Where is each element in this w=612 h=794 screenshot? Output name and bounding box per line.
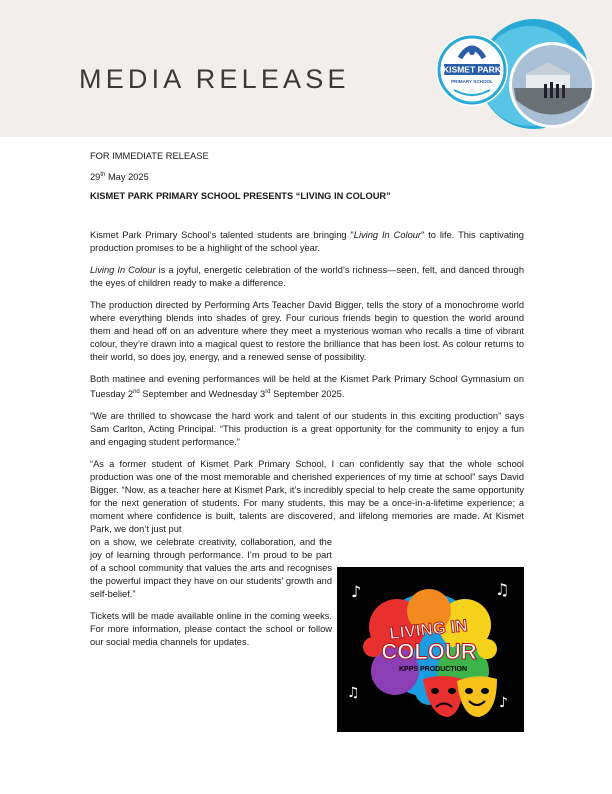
paragraph-director-quote: “As a former student of Kismet Park Primary School, I can confidently say that the whole school production was one of the most memorable and cherished experiences of my time at school” says David Bigger. “Now, as a teacher here at Kismet Park, it’s incredibly special to help create the same opportunity for the next generation of students. For many students, this may be a once-in-a-lifetime experience; a moment where confidence is built, talents are discovered, and lifelong memories are made. At Kismet Park, we don’t just put: [90, 459, 524, 535]
poster-title-line1: LIVING IN: [388, 615, 469, 644]
paragraph-performances: Both matinee and evening performances will be held at the Kismet Park Primary School Gymnasium on Tuesday 2nd September and Wednesday 3rd September 2025.: [90, 374, 524, 400]
svg-text:♫: ♫: [495, 580, 510, 599]
paragraph-tickets: Tickets will be made available online in the coming weeks. For more information, please contact the school or follow our social media channels for updates.: [90, 611, 332, 648]
page-title: MEDIA RELEASE: [79, 64, 350, 94]
release-date: 29th May 2025: [90, 172, 149, 183]
poster-title-line2: COLOUR: [381, 639, 477, 664]
paragraph-director-quote-cont: on a show, we celebrate creativity, collaboration, and the joy of learning through performance. I’m proud to be part of a school community that values the arts and recognises the powerful impact they have on our students’ growth and self-belief.”: [90, 537, 332, 600]
paragraph-description: Living In Colour is a joyful, energetic celebration of the world’s richness—seen, felt, and danced through the eyes of children ready to make a difference.: [90, 265, 524, 289]
production-poster: [337, 567, 524, 732]
header-banner: [0, 0, 612, 137]
logo-subtitle: PRIMARY SCHOOL: [451, 79, 493, 84]
logo-title: KISMET PARK: [443, 64, 501, 75]
release-headline: KISMET PARK PRIMARY SCHOOL PRESENTS “LIVING IN COLOUR”: [90, 191, 391, 202]
poster-graphic: [337, 567, 524, 732]
paragraph-story: The production directed by Performing Arts Teacher David Bigger, tells the story of a monochrome world where everything blends into shades of grey. Four curious friends begin to question the world around them and head off on an adventure where they meet a mysterious woman who recalls a time of vibrant colour, they’re drawn into a magical quest to restore the brilliance that has been lost. As colour returns to their world, so does joy, energy, and a renewed sense of possibility.: [90, 300, 524, 363]
paragraph-intro: Kismet Park Primary School’s talented students are bringing "Living In Colour" to life. This captivating production promises to be a highlight of the school year.: [90, 230, 524, 254]
svg-text:♫: ♫: [347, 685, 360, 701]
svg-text:♪: ♪: [499, 695, 508, 711]
logo-graphic: [424, 18, 604, 134]
paragraph-principal-quote: “We are thrilled to showcase the hard work and talent of our students in this exciting production” says Sam Carlton, Acting Principal. “This production is a great opportunity for the community to enjoy a fun and engaging student performance.”: [90, 411, 524, 448]
release-label: FOR IMMEDIATE RELEASE: [90, 151, 209, 161]
poster-subtitle: KPPS PRODUCTION: [398, 666, 468, 673]
svg-text:♪: ♪: [351, 582, 362, 601]
school-logo: [424, 18, 604, 134]
